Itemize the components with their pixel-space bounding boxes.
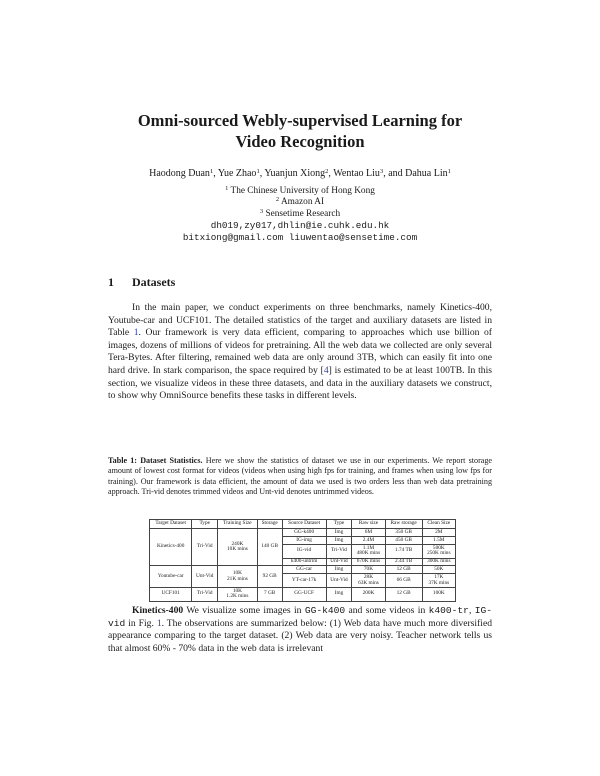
source-dataset-cell: GG-car <box>282 566 326 574</box>
clean-size-cell: 300K mins <box>422 558 455 566</box>
author-affil-mark: 1 <box>447 168 451 175</box>
source-type-cell: Unt-Vid <box>326 558 352 566</box>
clean-size-cell: 2M <box>422 529 455 537</box>
clean-size-cell: 1.5M <box>422 537 455 545</box>
raw-size-cell: 1.1M 480K mins <box>352 544 385 558</box>
raw-storage-cell: 450 GB <box>385 537 422 545</box>
source-dataset-cell: IG-vid <box>282 544 326 558</box>
clean-size-cell: 100K <box>422 587 455 601</box>
author-name: Wentao Liu <box>333 168 380 179</box>
paragraph-text: In the main paper, we conduct experiments on three benchmarks, namely Kinetics-400, Youtube-car and UCF101. The detailed statistics of the target and auxiliary datasets are listed in Table <box>108 302 492 339</box>
target-dataset-cell: Youtube-car <box>150 566 192 587</box>
source-type-cell: Img <box>326 537 352 545</box>
column-header: Type <box>192 520 218 529</box>
caption-text: Here we show the statistics of dataset we use in our experiments. We report storage amount of lowest cost format for videos (videos when using high fps for training, and frames when using low fps for training). Our framework is data efficient, the amount of data we used is two orders less than web data pretraining approach. Tri-vid denotes trimmed videos and Unt-vid denotes untrimmed videos. <box>108 456 492 497</box>
author-name: Haodong Duan <box>149 168 210 179</box>
table-reference-link[interactable]: 1 <box>133 327 139 339</box>
section-title: Datasets <box>132 275 176 289</box>
column-header: Source Dataset <box>282 520 326 529</box>
target-dataset-cell: Kinetics-400 <box>150 529 192 566</box>
storage-cell: 7 GB <box>257 587 282 601</box>
column-header: Storage <box>257 520 282 529</box>
source-type-cell: Unt-Vid <box>326 574 352 588</box>
table-header-row <box>150 520 456 529</box>
paragraph-text: and some videos in <box>345 605 429 616</box>
author-conjunction: and <box>388 168 403 179</box>
paragraph-text: ] is estimated to be at least 100TB. In this section, we visualize videos in these three datasets, and data in the auxiliary datasets we construct, to show why OmniSource benefits these tasks in different levels. <box>108 364 492 402</box>
affiliations <box>100 186 500 243</box>
body-paragraph <box>108 605 492 655</box>
affil-mark: 2 <box>275 196 280 204</box>
column-header: Clean Size <box>422 520 455 529</box>
storage-cell: 92 GB <box>257 566 282 587</box>
author-affil-mark: 3 <box>379 168 384 175</box>
paragraph-text: . The observations are summarized below: (1) Web data have much more diversified appearance comparing to the target dataset. (2) Web data are very noisy. Teacher network tells us that almost 60% - 70% data in the web data is irrelevant <box>108 617 492 654</box>
section-number: 1 <box>108 275 114 289</box>
paragraph-text: . Our framework is very data efficient, comparing to approaches which use billion of images, dozens of millions of videos for pretraining. All the web data we collected are only several Tera-Bytes. After filtering, remained web data are only around 3TB, which can easily fit into one hard drive. In stark comparison, the space required by [ <box>108 327 492 376</box>
affil-name: The Chinese University of Hong Kong <box>230 186 375 196</box>
author-affil-mark: 1 <box>209 168 214 175</box>
raw-size-cell: 2.4M <box>352 537 385 545</box>
source-type-cell: Img <box>326 566 352 574</box>
citation-link[interactable]: 4 <box>323 364 329 376</box>
training-size-cell: 240K 10K mins <box>218 529 258 566</box>
target-type-cell: Tri-Vid <box>192 529 218 566</box>
table-caption <box>108 456 492 498</box>
caption-label: Table 1: Dataset Statistics. <box>108 456 203 465</box>
source-dataset-cell: GG-UCF <box>282 587 326 601</box>
training-size-cell: 10K 21K mins <box>218 566 258 587</box>
column-header: Target Dataset <box>150 520 192 529</box>
dataset-statistics-table <box>149 519 456 602</box>
source-dataset-cell: GG-k400 <box>282 529 326 537</box>
author-name: Yuanjun Xiong <box>264 168 326 179</box>
paper-title: Omni-sourced Webly-supervised Learning for Video Recognition <box>137 111 463 151</box>
author-name: Yue Zhao <box>217 168 257 179</box>
dataset-code: GG-k400 <box>304 605 346 616</box>
raw-storage-cell: 1.74 TB <box>385 544 422 558</box>
raw-storage-cell: 12 GB <box>385 587 422 601</box>
affil-mark: 3 <box>259 207 264 215</box>
column-header: Training Size <box>218 520 258 529</box>
raw-size-cell: 6M <box>352 529 385 537</box>
email-line[interactable]: bitxiong@gmail.com liuwentao@sensetime.com <box>182 231 418 243</box>
affiliation <box>100 197 500 208</box>
raw-size-cell: 28K 63K mins <box>352 574 385 588</box>
training-size-cell: 10K 1.2K mins <box>218 587 258 601</box>
raw-storage-cell: 12 GB <box>385 566 422 574</box>
paragraph-lead: Kinetics-400 <box>132 605 184 616</box>
target-type-cell: Tri-Vid <box>192 587 218 601</box>
author-list: Haodong Duan$^1$, Yue Zhao$^1$, Yuanjun Xiong$^2$, Wentao Liu$^3$, and Dahua Lin$^1$ <box>149 168 451 179</box>
paragraph-text: in Fig. <box>125 617 157 629</box>
author-name: Dahua Lin <box>405 168 448 179</box>
column-header: Raw storage <box>385 520 422 529</box>
source-type-cell: Img <box>326 587 352 601</box>
source-type-cell: Img <box>326 529 352 537</box>
clean-size-cell: 50K <box>422 566 455 574</box>
raw-size-cell: 670K mins <box>352 558 385 566</box>
affiliation <box>100 209 500 220</box>
source-dataset-cell: k400-untrim <box>282 558 326 566</box>
section-heading <box>108 275 175 290</box>
source-type-cell: Tri-Vid <box>326 544 352 558</box>
email-line[interactable]: dh019,zy017,dhlin@ie.cuhk.edu.hk <box>210 220 390 232</box>
source-dataset-cell: IG-img <box>282 537 326 545</box>
affil-name: Sensetime Research <box>265 208 341 219</box>
dataset-code: k400-tr <box>428 605 469 616</box>
raw-storage-cell: 66 GB <box>385 574 422 588</box>
table-row <box>150 529 456 537</box>
clean-size-cell: 17K 37K mins <box>422 574 455 588</box>
raw-size-cell: 70K <box>352 566 385 574</box>
table-row <box>150 566 456 574</box>
target-dataset-cell: UCF101 <box>150 587 192 601</box>
affiliation <box>100 186 500 197</box>
author-affil-mark: 2 <box>325 168 329 175</box>
affil-mark: 1 <box>225 185 229 192</box>
table-row <box>150 587 456 601</box>
source-dataset-cell: YT-car-17k <box>282 574 326 588</box>
clean-size-cell: 500K 250K mins <box>422 544 455 558</box>
storage-cell: 140 GB <box>257 529 282 566</box>
raw-size-cell: 200K <box>352 587 385 601</box>
raw-storage-cell: 2.44 TB <box>385 558 422 566</box>
dataset-code: IG-vid <box>108 605 493 629</box>
column-header: Raw size <box>352 520 385 529</box>
affil-name: Amazon AI <box>280 197 325 208</box>
author-affil-mark: 1 <box>256 168 260 175</box>
paragraph-text: , <box>468 605 475 616</box>
figure-reference-link[interactable]: 1 <box>156 617 162 629</box>
body-paragraph <box>108 302 492 403</box>
column-header: Type <box>326 520 352 529</box>
paragraph-text: We visualize some images in <box>183 605 305 616</box>
target-type-cell: Unt-Vid <box>192 566 218 587</box>
raw-storage-cell: 350 GB <box>385 529 422 537</box>
